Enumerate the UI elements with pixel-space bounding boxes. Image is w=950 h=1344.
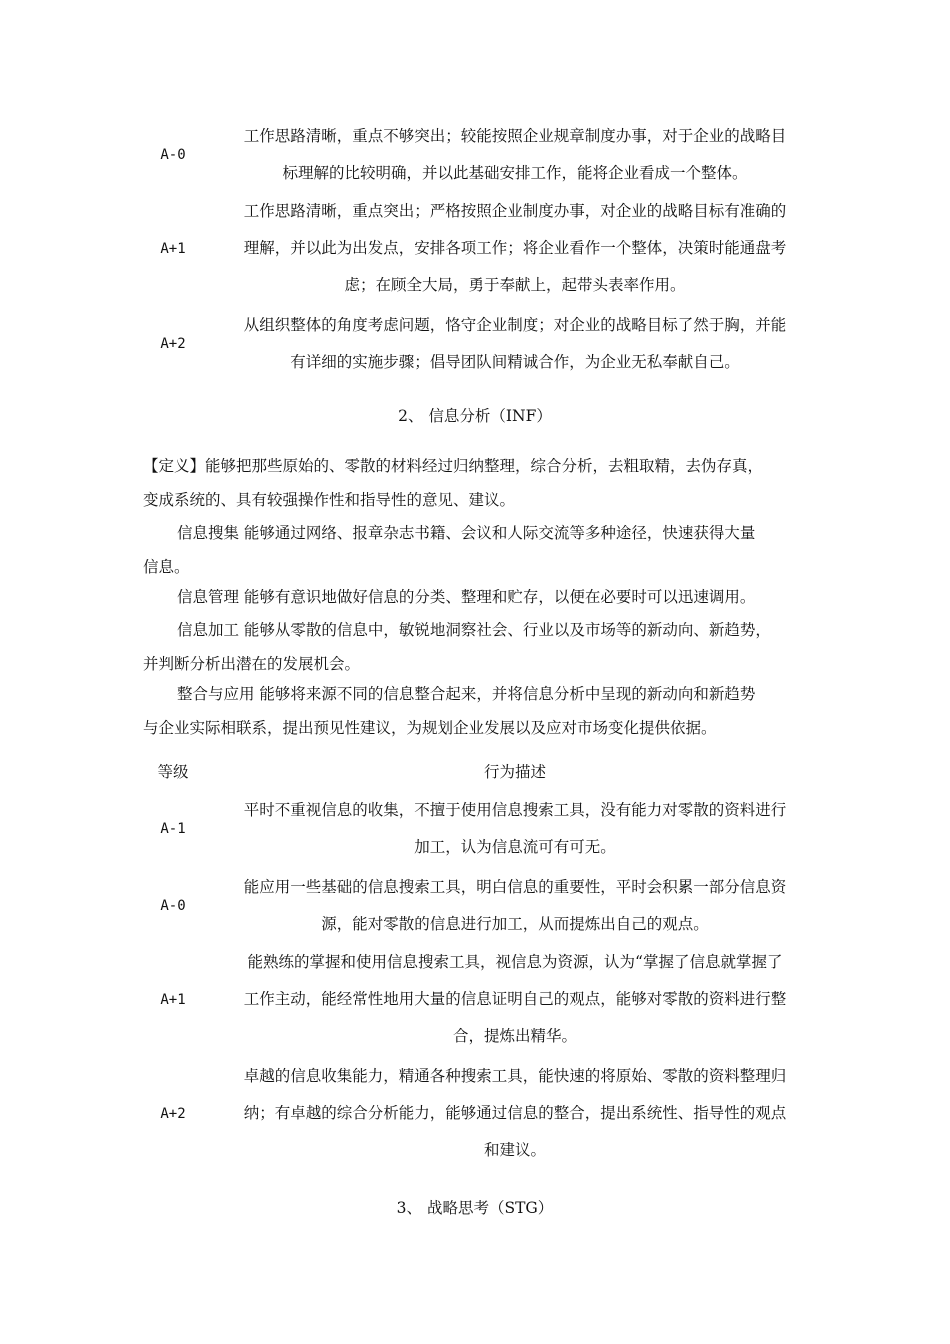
level-label: A-1	[160, 821, 186, 837]
item-info-management: 信息管理 能够有意识地做好信息的分类、整理和贮存，以便在必要时可以迅速调用。	[177, 588, 756, 606]
definition-paragraph: 【定义】能够把那些原始的、零散的材料经过归纳整理，综合分析，去粗取精，去伪存真， 变成系统的、具有较强操作性和指导性的意见、建议。	[143, 457, 764, 509]
level-label: A+1	[160, 991, 186, 1008]
level-description: 卓越的信息收集能力，精通各种搜索工具，能快速的将原始、零散的资料整理归 纳；有卓越的综合分析能力，能够通过信息的整合，提出系统性、指导性的观点 和建议。	[243, 1067, 787, 1159]
table-header	[143, 760, 807, 782]
level-label: A+1	[160, 240, 186, 257]
level-label: A-0	[160, 147, 186, 163]
level-label: A+2	[160, 336, 186, 352]
level-description: 工作思路清晰，重点不够突出；较能按照企业规章制度办事，对于企业的战略目 标理解的比较明确，并以此基础安排工作，能将企业看成一个整体。	[243, 127, 787, 182]
level-row-a0-s1	[143, 118, 807, 192]
header-description: 行为描述	[483, 763, 546, 781]
level-row-a1	[143, 944, 807, 1055]
level-row-a-1	[143, 792, 807, 866]
item-integration-application: 整合与应用 能够将来源不同的信息整合起来，并将信息分析中呈现的新动向和新趋势 与企业实际相联系，提出预见性建议，为规划企业发展以及应对市场变化提供依据。	[143, 685, 756, 737]
level-label: A+2	[160, 1105, 186, 1122]
level-description: 从组织整体的角度考虑问题，恪守企业制度；对企业的战略目标了然于胸，并能 有详细的实施步骤；倡导团队间精诚合作，为企业无私奉献自己。	[243, 316, 787, 371]
level-label: A-0	[160, 898, 186, 914]
level-row-a0	[143, 869, 807, 943]
item-info-collection: 信息搜集 能够通过网络、报章杂志书籍、会议和人际交流等多种途径，快速获得大量 信息。	[143, 524, 756, 576]
level-row-a1-s1	[143, 193, 807, 304]
level-row-a2-s1	[143, 307, 807, 381]
level-description: 平时不重视信息的收集，不擅于使用信息搜索工具，没有能力对零散的资料进行 加工，认为信息流可有可无。	[243, 801, 787, 856]
level-description: 能熟练的掌握和使用信息搜索工具，视信息为资源，认为“掌握了信息就掌握了 工作主动，能经常性地用大量的信息证明自己的观点，能够对零散的资料进行整 合，提炼出精华。	[243, 953, 787, 1045]
header-level: 等级	[157, 763, 189, 781]
section-heading-inf: 2、 信息分析（INF）	[398, 407, 552, 425]
level-description: 工作思路清晰，重点突出；严格按照企业制度办事，对企业的战略目标有准确的 理解，并以此为出发点，安排各项工作；将企业看作一个整体，决策时能通盘考 虑；在顾全大局，勇于奉献上，起带头表率作用。	[243, 202, 787, 294]
level-description: 能应用一些基础的信息搜索工具，明白信息的重要性，平时会积累一部分信息资 源，能对零散的信息进行加工，从而提炼出自己的观点。	[243, 878, 787, 933]
item-info-processing: 信息加工 能够从零散的信息中，敏锐地洞察社会、行业以及市场等的新动向、新趋势， 并判断分析出潜在的发展机会。	[143, 621, 771, 673]
level-row-a2	[143, 1058, 807, 1169]
section-heading-stg: 3、 战略思考（STG）	[396, 1199, 554, 1217]
